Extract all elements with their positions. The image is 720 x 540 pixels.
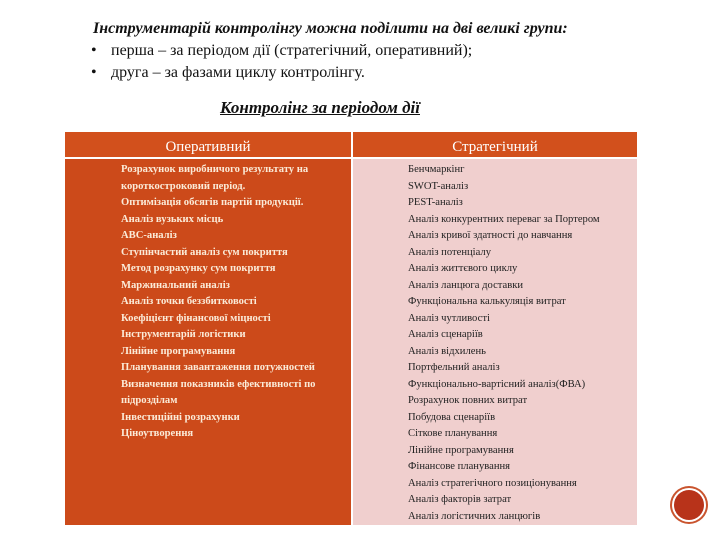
list-item: Функціональна калькуляція витрат bbox=[408, 296, 566, 307]
list-item: Сіткове планування bbox=[408, 428, 498, 439]
list-item: Ступінчастий аналіз сум покриття bbox=[121, 246, 288, 258]
intro-bullet: • друга – за фазами циклу контролінгу. bbox=[91, 64, 365, 81]
list-item: Лінійне програмування bbox=[121, 345, 236, 357]
table-title: Контролінг за періодом дії bbox=[220, 98, 420, 117]
list-item: Ціноутворення bbox=[121, 428, 194, 439]
list-item: Аналіз життєвого циклу bbox=[408, 263, 518, 274]
list-item: Аналіз вузьких місць bbox=[121, 213, 224, 225]
list-item: Коефіцієнт фінансової міцності bbox=[121, 312, 271, 324]
intro-lead: Інструментарій контролінгу можна поділити на дві великі групи: bbox=[93, 20, 568, 37]
operational-column bbox=[65, 159, 351, 525]
list-item: PEST-аналіз bbox=[408, 197, 463, 208]
list-item: Розрахунок виробничого результату на короткостроковий період. bbox=[121, 164, 309, 192]
list-item: Оптимізація обсягів партій продукції. bbox=[121, 197, 304, 208]
list-item: Бенчмаркінг bbox=[408, 164, 465, 175]
list-item: Побудова сценаріїв bbox=[408, 411, 496, 423]
list-item: Аналіз відхилень bbox=[408, 345, 486, 357]
header-operational: Оперативний bbox=[65, 132, 351, 157]
list-item: Маржинальний аналіз bbox=[121, 279, 230, 291]
intro-bullet: • перша – за періодом дії (стратегічний, оперативний); bbox=[91, 42, 473, 59]
strategic-column bbox=[353, 159, 637, 525]
list-item: АВС-аналіз bbox=[121, 230, 177, 241]
list-item: Функціонально-вартісний аналіз(ФВА) bbox=[408, 378, 586, 390]
list-item: Розрахунок повних витрат bbox=[408, 395, 528, 406]
list-item: Аналіз сценаріїв bbox=[408, 329, 483, 340]
list-item: SWOT-аналіз bbox=[408, 180, 469, 192]
list-item: Фінансове планування bbox=[408, 461, 511, 472]
header-strategic: Стратегічний bbox=[353, 132, 637, 157]
list-item: Аналіз конкурентних переваг за Портером bbox=[408, 213, 600, 225]
list-item: Аналіз чутливості bbox=[408, 312, 490, 324]
list-item: Інструментарій логістики bbox=[121, 329, 246, 340]
list-item: Інвестиційні розрахунки bbox=[121, 411, 240, 423]
slide-nav-circle-icon[interactable] bbox=[674, 490, 704, 520]
list-item: Аналіз логістичних ланцюгів bbox=[408, 510, 541, 522]
list-item: Аналіз факторів затрат bbox=[408, 494, 512, 505]
list-item: Лінійне програмування bbox=[408, 444, 514, 456]
list-item: Визначення показників ефективності по підрозділам bbox=[121, 378, 316, 406]
list-item: Аналіз точки беззбитковості bbox=[121, 296, 257, 307]
controlling-table bbox=[65, 132, 637, 525]
list-item: Метод розрахунку сум покриття bbox=[121, 263, 276, 274]
list-item: Аналіз кривої здатності до навчання bbox=[408, 230, 573, 241]
list-item: Аналіз ланцюга доставки bbox=[408, 279, 524, 291]
intro bbox=[93, 18, 693, 84]
list-item: Портфельний аналіз bbox=[408, 362, 500, 373]
list-item: Планування завантаження потужностей bbox=[121, 362, 315, 373]
list-item: Аналіз стратегічного позиціонування bbox=[408, 477, 577, 489]
list-item: Аналіз потенціалу bbox=[408, 246, 491, 258]
